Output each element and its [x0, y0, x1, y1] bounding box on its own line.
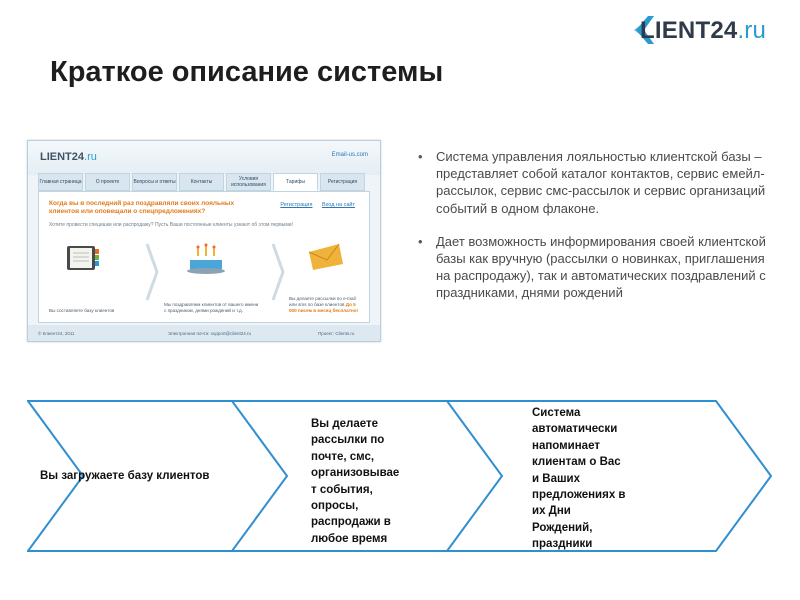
description-list [418, 148, 768, 318]
screenshot-tab-register: Регистрация [320, 173, 365, 191]
process-step-2-line: почте, смс, [311, 450, 375, 463]
logo-suffix: .ru [737, 17, 767, 44]
screenshot-login-link: Вход на сайт [322, 202, 355, 208]
screenshot-tab-home: Главная страница [38, 173, 83, 191]
process-step-3-line: клиентам о Вас [532, 456, 621, 469]
screenshot-tab-faq: Вопросы и ответы [132, 173, 177, 191]
process-step-3-line: и Ваших [532, 472, 581, 485]
process-flow [27, 396, 772, 556]
screenshot-subtitle: Хотите провести специшки или распродажу? Пусть Ваши постоянные клиенты узнают об этом первыми! [49, 222, 293, 228]
process-step-2-line: распродажи в [311, 516, 391, 529]
page-title: Краткое описание системы [50, 56, 444, 88]
screenshot-logo [40, 151, 97, 163]
process-step-3-text [532, 405, 682, 553]
description-bullet: • Система управления лояльностью клиентской базы – представляет собой каталог контактов, сервис емейл-рассылок, сервис смс-рассылок и сервис организаций событий в одном флаконе. [418, 148, 768, 217]
step-arrow-icon [145, 242, 159, 302]
screenshot-contact-link: Email-us.com [331, 152, 368, 158]
process-step-3-line: Рождений, [532, 521, 593, 534]
process-step-2-line: опросы, [311, 500, 359, 513]
process-step-2-line: т события, [311, 483, 373, 496]
screenshot-footer [28, 325, 380, 341]
screenshot-step-2 [164, 236, 259, 316]
process-step-3-line: предложениях в [532, 489, 626, 502]
screenshot-steps [49, 236, 361, 316]
process-step-3-line: их Дни [532, 505, 571, 518]
logo-prefix: LIENT [640, 17, 711, 44]
process-step-3-line: праздники [532, 538, 593, 551]
process-step-2-line: организовывае [311, 467, 400, 480]
screenshot-question: Когда вы в последний раз поздравляли своих лояльных клиентов или оповещали о спецпредложениях? [49, 200, 235, 215]
logo-wordmark [640, 17, 766, 45]
process-step-2-line: любое время [311, 532, 388, 545]
screenshot-step-1 [49, 236, 139, 316]
screenshot-step-1-caption: Вы составляете базу клиентов [49, 308, 115, 313]
logo-number: 24 [710, 17, 738, 44]
screenshot-links [272, 202, 355, 208]
screenshot-tab-about: О проекте [85, 173, 130, 191]
screenshot-logo-text: LIENT24 [40, 151, 85, 163]
address-book-icon [63, 240, 103, 274]
screenshot-copyright: © Клиент24, 2011 [38, 331, 75, 336]
screenshot-step-2-caption: Мы поздравляем клиентов от вашего имени с праздником, днями рождений и т.д. [164, 302, 259, 313]
screenshot-logo-suffix: .ru [84, 151, 97, 163]
screenshot-step-3-caption [289, 296, 361, 314]
screenshot-step-3-text: Вы делаете рассылки по e-mail или sms по базе клиентов [289, 296, 356, 307]
screenshot-header [28, 141, 380, 175]
screenshot-register-link: Регистрация [280, 202, 313, 208]
screenshot-nav [38, 173, 365, 191]
step-arrow-icon [271, 242, 285, 302]
process-step-3-line: напоминает [532, 439, 600, 452]
screenshot-tab-pricing: Тарифы [273, 173, 318, 191]
envelope-icon [305, 238, 345, 272]
screenshot-tab-terms: Условия использования [226, 173, 271, 191]
process-step-3-line: автоматически [532, 423, 618, 436]
birthday-cake-icon [184, 238, 228, 276]
process-step-2-text [311, 416, 451, 547]
screenshot-tab-contacts: Контакты [179, 173, 224, 191]
screenshot-email: Электронная почта: support@client24.ru [168, 331, 251, 336]
process-step-3-line: Система [532, 407, 581, 419]
description-bullet: • Дает возможность информирования своей клиентской базы как вручную (рассылки о новинках, приглашения на распродажу), так и автоматических поздравлений с праздниками, днями рождений [418, 233, 768, 302]
website-screenshot [27, 140, 381, 342]
screenshot-content-panel [38, 191, 370, 323]
screenshot-step-3-promo: До 5 000 писем в месяц бесплатно! [289, 302, 359, 313]
screenshot-project: Проект: Clients.ru [318, 331, 355, 336]
process-step-1-text: Вы загружаете базу клиентов [40, 470, 210, 482]
process-step-2-line: Вы делаете [311, 418, 378, 430]
process-step-2-line: рассылки по [311, 434, 385, 447]
screenshot-step-3 [289, 236, 361, 316]
